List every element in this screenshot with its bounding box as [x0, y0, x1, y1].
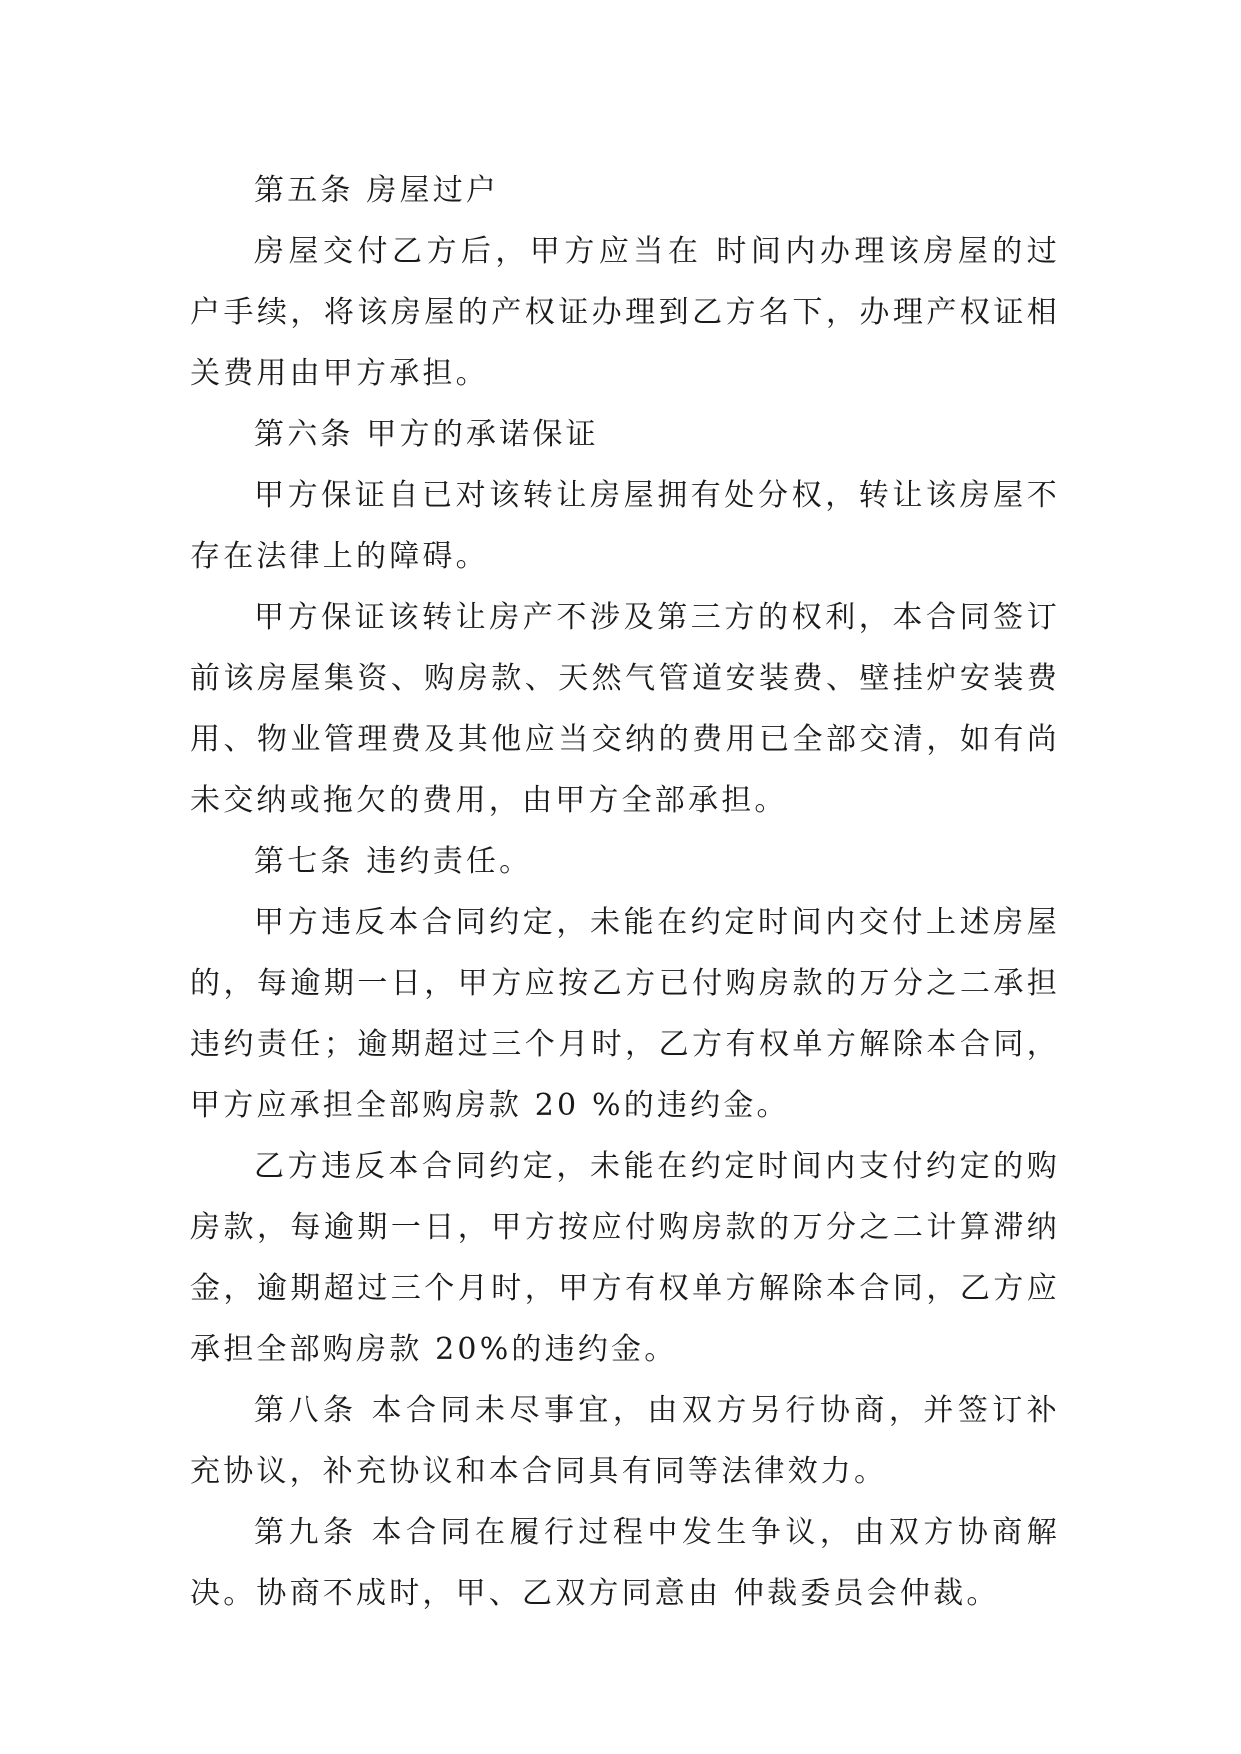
- article-5-title: 第五条 房屋过户: [254, 173, 500, 208]
- document-body: [190, 160, 1060, 1624]
- article-9: 第九条 本合同在履行过程中发生争议，由双方协商解决。协商不成时，甲、乙双方同意由 仲裁委员会仲裁。: [190, 1515, 1060, 1611]
- article-6-body-1: 甲方保证自已对该转让房屋拥有处分权，转让该房屋不存在法律上的障碍。: [190, 478, 1060, 574]
- article-5-body: 房屋交付乙方后，甲方应当在 时间内办理该房屋的过户手续，将该房屋的产权证办理到乙方名下，办理产权证相关费用由甲方承担。: [190, 234, 1060, 391]
- article-8: 第八条 本合同未尽事宜，由双方另行协商，并签订补充协议，补充协议和本合同具有同等法律效力。: [190, 1393, 1060, 1489]
- article-6-title: 第六条 甲方的承诺保证: [254, 417, 599, 452]
- article-7-title: 第七条 违约责任。: [254, 844, 533, 879]
- article-7-body-2: 乙方违反本合同约定，未能在约定时间内支付约定的购房款，每逾期一日，甲方按应付购房款的万分之二计算滞纳金，逾期超过三个月时，甲方有权单方解除本合同，乙方应承担全部购房款 20%的违约金。: [190, 1149, 1060, 1367]
- article-6-body-2: 甲方保证该转让房产不涉及第三方的权利，本合同签订前该房屋集资、购房款、天然气管道安装费、壁挂炉安装费用、物业管理费及其他应当交纳的费用已全部交清，如有尚未交纳或拖欠的费用，由甲方全部承担。: [190, 600, 1060, 818]
- article-7-body-1: 甲方违反本合同约定，未能在约定时间内交付上述房屋的，每逾期一日，甲方应按乙方已付购房款的万分之二承担违约责任；逾期超过三个月时，乙方有权单方解除本合同，甲方应承担全部购房款 20 %的违约金。: [190, 905, 1060, 1123]
